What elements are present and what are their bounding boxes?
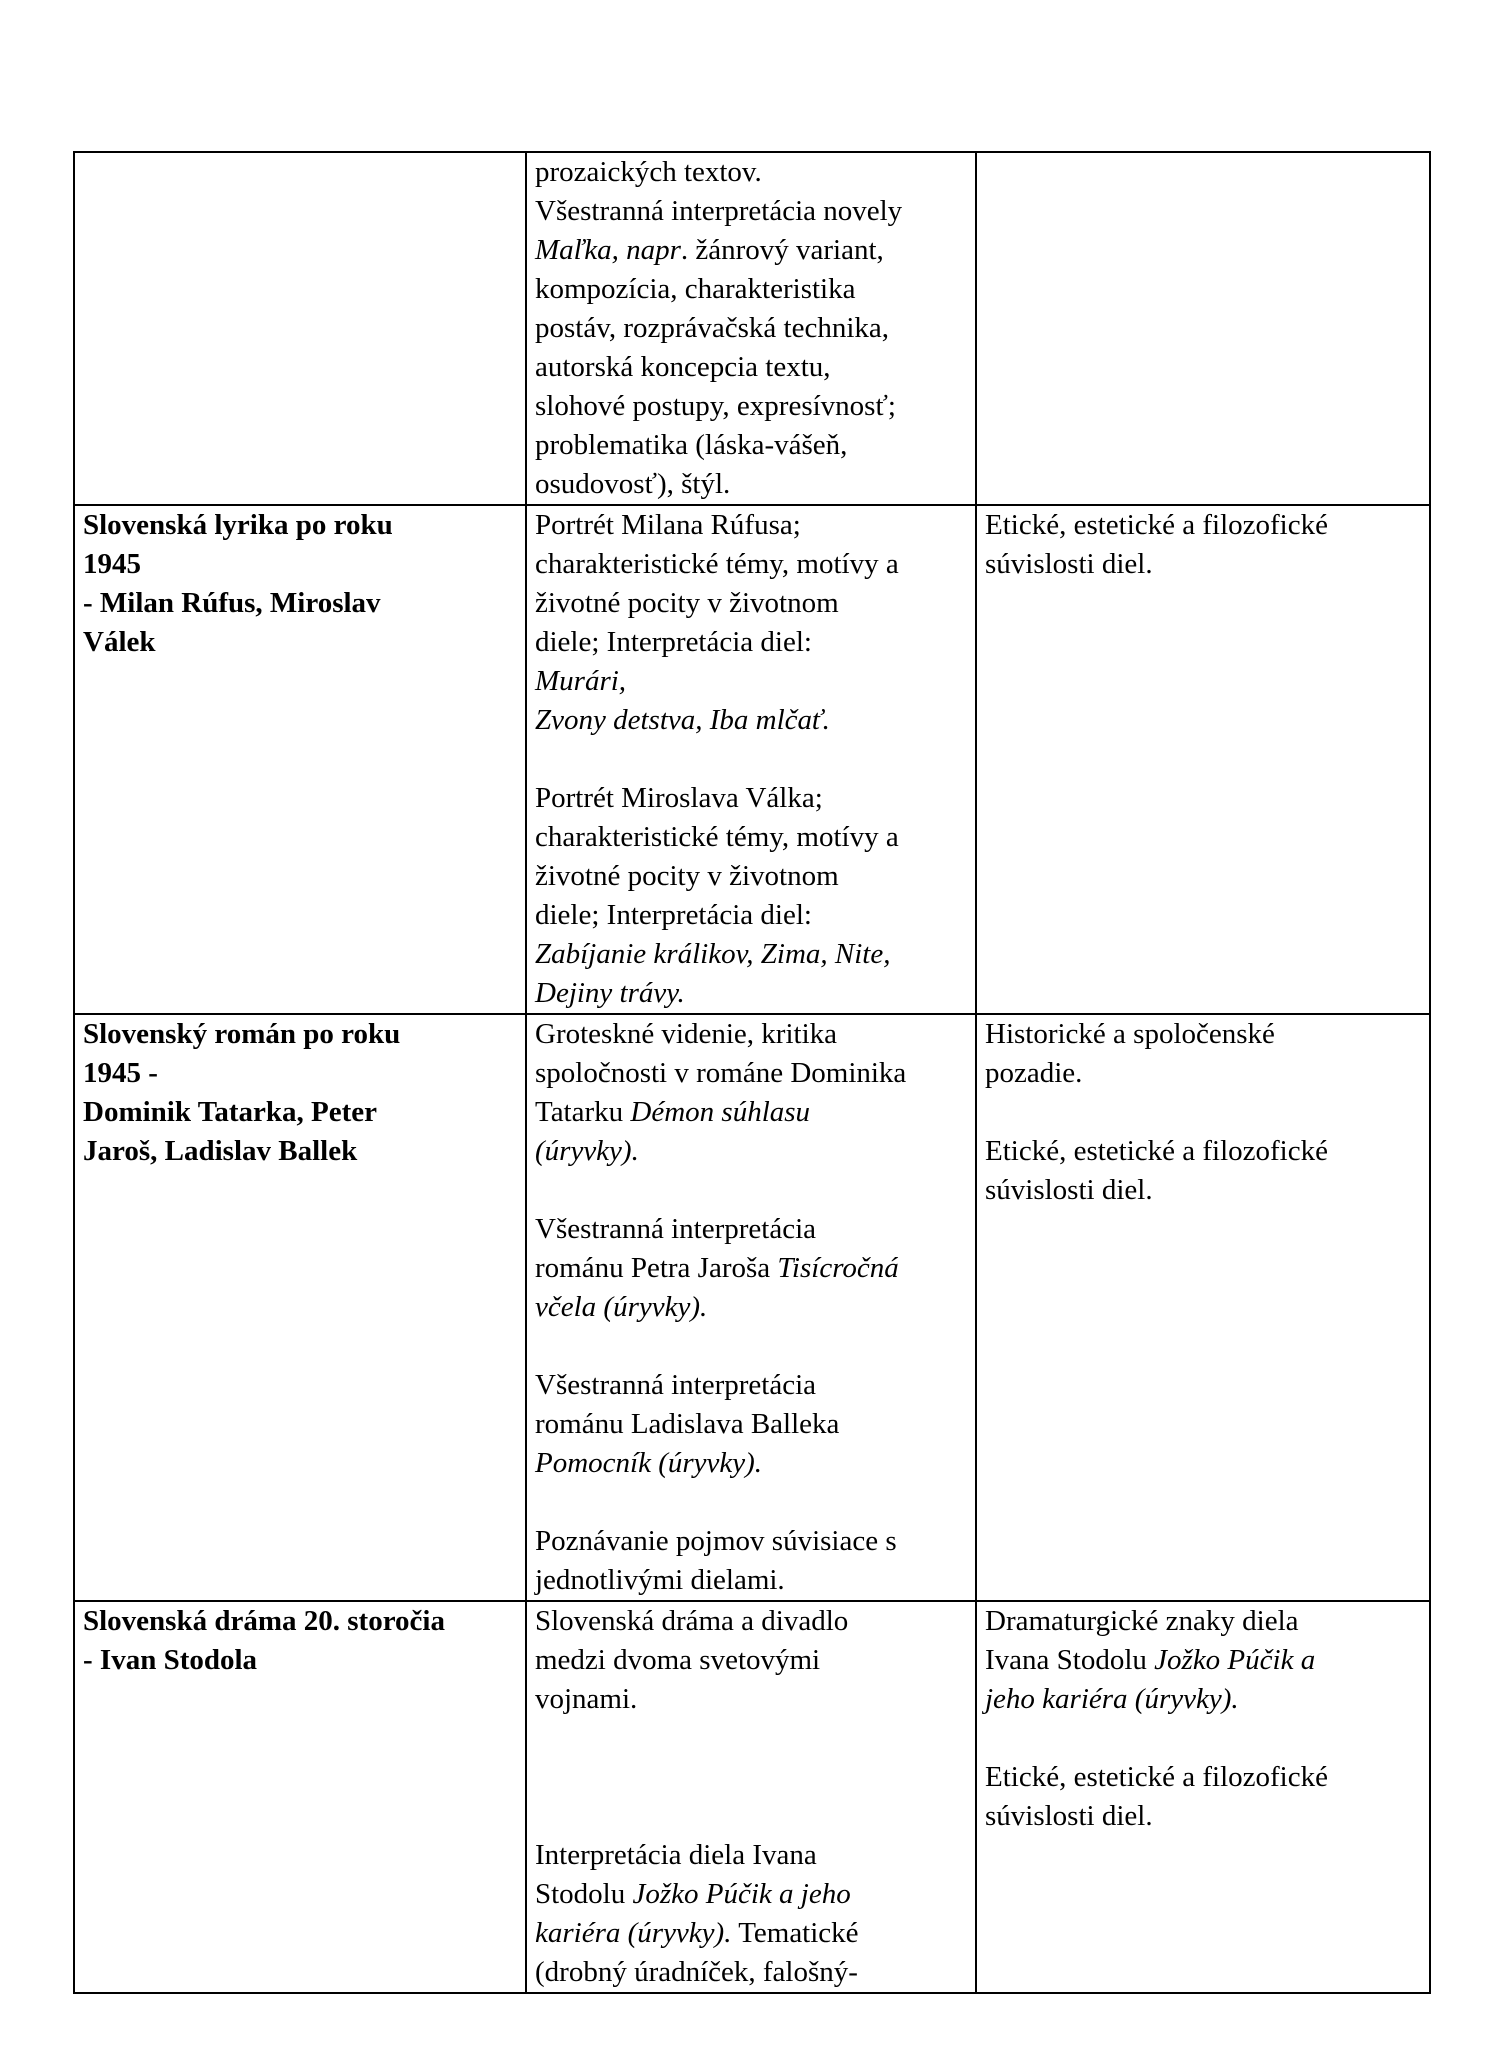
table-row	[74, 1014, 1430, 1601]
paragraph-text: Interpretácia diela Ivana Stodolu	[535, 1839, 817, 1910]
paragraph-text: Etické, estetické a filozofické súvislosti diel.	[985, 1135, 1328, 1206]
content-paragraph	[535, 779, 969, 1013]
paragraph-text: prozaických textov. Všestranná interpretácia novely	[535, 156, 903, 227]
table-row	[74, 152, 1430, 505]
topic-cell	[74, 1014, 526, 1601]
content-cell	[526, 152, 976, 505]
notes-paragraph	[985, 1132, 1423, 1210]
topic-text: Slovenský román po roku 1945 - Dominik Tatarka, Peter Jaroš, Ladislav Ballek	[83, 1018, 401, 1167]
content-paragraph	[535, 1210, 969, 1327]
table-row	[74, 1601, 1430, 1993]
content-paragraph	[535, 1015, 969, 1171]
italic-title-text: Pomocník (úryvky).	[535, 1447, 763, 1479]
paragraph-text: Groteskné videnie, kritika spoločnosti v románe Dominika Tatarku	[535, 1018, 907, 1128]
topic-cell	[74, 152, 526, 505]
table-row	[74, 505, 1430, 1014]
notes-cell	[976, 1014, 1430, 1601]
paragraph-text: Portrét Miroslava Válka; charakteristické témy, motívy a životné pocity v životnom diele; Interpretácia diel:	[535, 782, 899, 931]
notes-cell	[976, 152, 1430, 505]
paragraph-text: Všestranná interpretácia románu Ladislava Balleka	[535, 1369, 840, 1440]
notes-paragraph	[985, 1602, 1423, 1719]
paragraph-text: Všestranná interpretácia románu Petra Jaroša	[535, 1213, 816, 1284]
curriculum-table	[73, 151, 1431, 1994]
content-paragraph	[535, 1836, 969, 1992]
paragraph-text: Dramaturgické znaky diela Ivana Stodolu	[985, 1605, 1299, 1676]
paragraph-text: . žánrový variant, kompozícia, charakteristika postáv, rozprávačská technika, autorská koncepcia textu, slohové postupy, expresívnosť; problematika (láska-vášeň, osudovosť), štýl.	[535, 234, 896, 500]
content-cell	[526, 505, 976, 1014]
notes-paragraph	[985, 1015, 1423, 1093]
content-cell	[526, 1014, 976, 1601]
topic-text: Slovenská dráma 20. storočia - Ivan Stodola	[83, 1605, 445, 1676]
italic-title-text: Zabíjanie králikov, Zima, Nite, Dejiny trávy.	[535, 938, 891, 1009]
notes-cell	[976, 505, 1430, 1014]
content-paragraph	[535, 153, 969, 504]
italic-title-text: Démon súhlasu (úryvky).	[535, 1096, 811, 1167]
content-paragraph	[535, 1522, 969, 1600]
content-paragraph	[535, 1366, 969, 1483]
italic-title-text: Jožko Púčik a jeho kariéra (úryvky).	[535, 1878, 851, 1949]
paragraph-text: Tematické (drobný úradníček, falošný-	[535, 1917, 859, 1988]
notes-cell	[976, 1601, 1430, 1993]
content-paragraph	[535, 1602, 969, 1719]
paragraph-text: Historické a spoločenské pozadie.	[985, 1018, 1275, 1089]
topic-cell	[74, 505, 526, 1014]
content-cell	[526, 1601, 976, 1993]
italic-title-text: Maľka, napr	[535, 234, 681, 266]
notes-paragraph	[985, 1758, 1423, 1836]
italic-title-text: Jožko Púčik a jeho kariéra (úryvky).	[985, 1644, 1316, 1715]
topic-text: Slovenská lyrika po roku 1945 - Milan Rúfus, Miroslav Válek	[83, 509, 393, 658]
paragraph-text: Slovenská dráma a divadlo medzi dvoma svetovými vojnami.	[535, 1605, 849, 1715]
paragraph-text: Poznávanie pojmov súvisiace s jednotlivými dielami.	[535, 1525, 897, 1596]
paragraph-text: Etické, estetické a filozofické súvislosti diel.	[985, 509, 1328, 580]
notes-paragraph	[985, 506, 1423, 584]
paragraph-text: Etické, estetické a filozofické súvislosti diel.	[985, 1761, 1328, 1832]
content-paragraph	[535, 506, 969, 740]
italic-title-text: Murári, Zvony detstva, Iba mlčať.	[535, 665, 830, 736]
topic-cell	[74, 1601, 526, 1993]
italic-title-text: Tisícročná včela (úryvky).	[535, 1252, 899, 1323]
paragraph-text: Portrét Milana Rúfusa; charakteristické témy, motívy a životné pocity v životnom diele; Interpretácia diel:	[535, 509, 899, 658]
